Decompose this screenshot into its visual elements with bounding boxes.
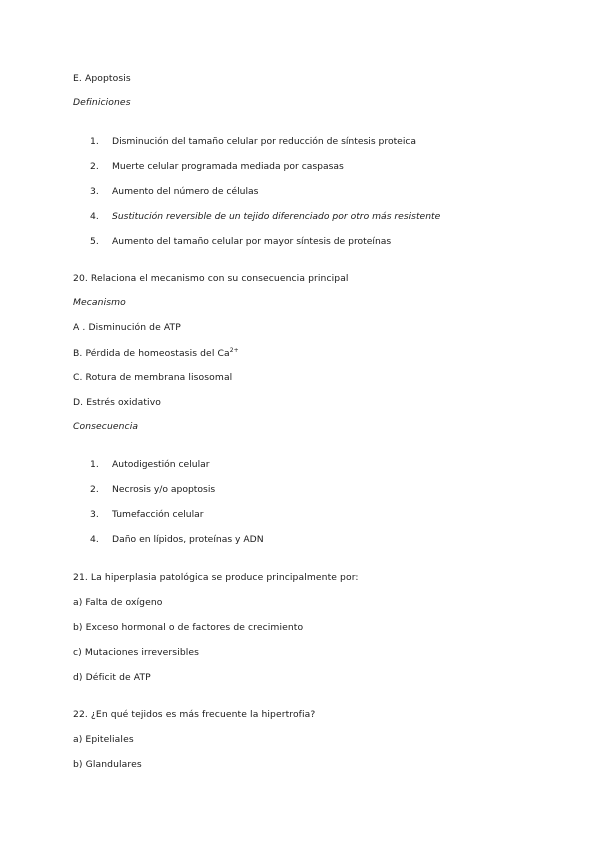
mecanismo-item: C. Rotura de membrana lisosomal bbox=[73, 372, 233, 383]
list-item: Daño en lípidos, proteínas y ADN bbox=[112, 534, 264, 545]
answer-option: a) Epiteliales bbox=[73, 734, 134, 745]
list-number: 4. bbox=[90, 211, 99, 222]
answer-option: d) Déficit de ATP bbox=[73, 672, 151, 683]
superscript: 2+ bbox=[229, 347, 239, 354]
list-number: 1. bbox=[90, 136, 99, 147]
list-number: 4. bbox=[90, 534, 99, 545]
list-number: 1. bbox=[90, 459, 99, 470]
list-item: Aumento del número de células bbox=[112, 186, 259, 197]
list-item: Tumefacción celular bbox=[112, 509, 204, 520]
question-22: 22. ¿En qué tejidos es más frecuente la hipertrofia? bbox=[73, 709, 316, 720]
list-number: 2. bbox=[90, 484, 99, 495]
mecanismo-item: A . Disminución de ATP bbox=[73, 322, 181, 333]
answer-option: a) Falta de oxígeno bbox=[73, 597, 163, 608]
list-item: Sustitución reversible de un tejido diferenciado por otro más resistente bbox=[112, 211, 441, 222]
consecuencia-heading: Consecuencia bbox=[73, 421, 139, 432]
list-item: Disminución del tamaño celular por reducción de síntesis proteica bbox=[112, 136, 417, 147]
list-item: Muerte celular programada mediada por caspasas bbox=[112, 161, 344, 172]
answer-option: b) Glandulares bbox=[73, 759, 142, 770]
list-number: 5. bbox=[90, 236, 99, 247]
question-20: 20. Relaciona el mecanismo con su consecuencia principal bbox=[73, 273, 349, 284]
list-number: 3. bbox=[90, 186, 99, 197]
list-number: 2. bbox=[90, 161, 99, 172]
mecanismo-item bbox=[73, 347, 239, 359]
mecanismo-text: B. Pérdida de homeostasis del Ca bbox=[73, 348, 230, 359]
mecanismo-heading: Mecanismo bbox=[73, 297, 126, 308]
definiciones-heading: Definiciones bbox=[73, 97, 131, 108]
list-item: Necrosis y/o apoptosis bbox=[112, 484, 216, 495]
list-item: Autodigestión celular bbox=[112, 459, 210, 470]
answer-option: b) Exceso hormonal o de factores de crecimiento bbox=[73, 622, 304, 633]
mecanismo-item: D. Estrés oxidativo bbox=[73, 397, 161, 408]
question-21: 21. La hiperplasia patológica se produce principalmente por: bbox=[73, 572, 359, 583]
option-e: E. Apoptosis bbox=[73, 73, 131, 84]
list-item: Aumento del tamaño celular por mayor síntesis de proteínas bbox=[112, 236, 392, 247]
answer-option: c) Mutaciones irreversibles bbox=[73, 647, 200, 658]
list-number: 3. bbox=[90, 509, 99, 520]
